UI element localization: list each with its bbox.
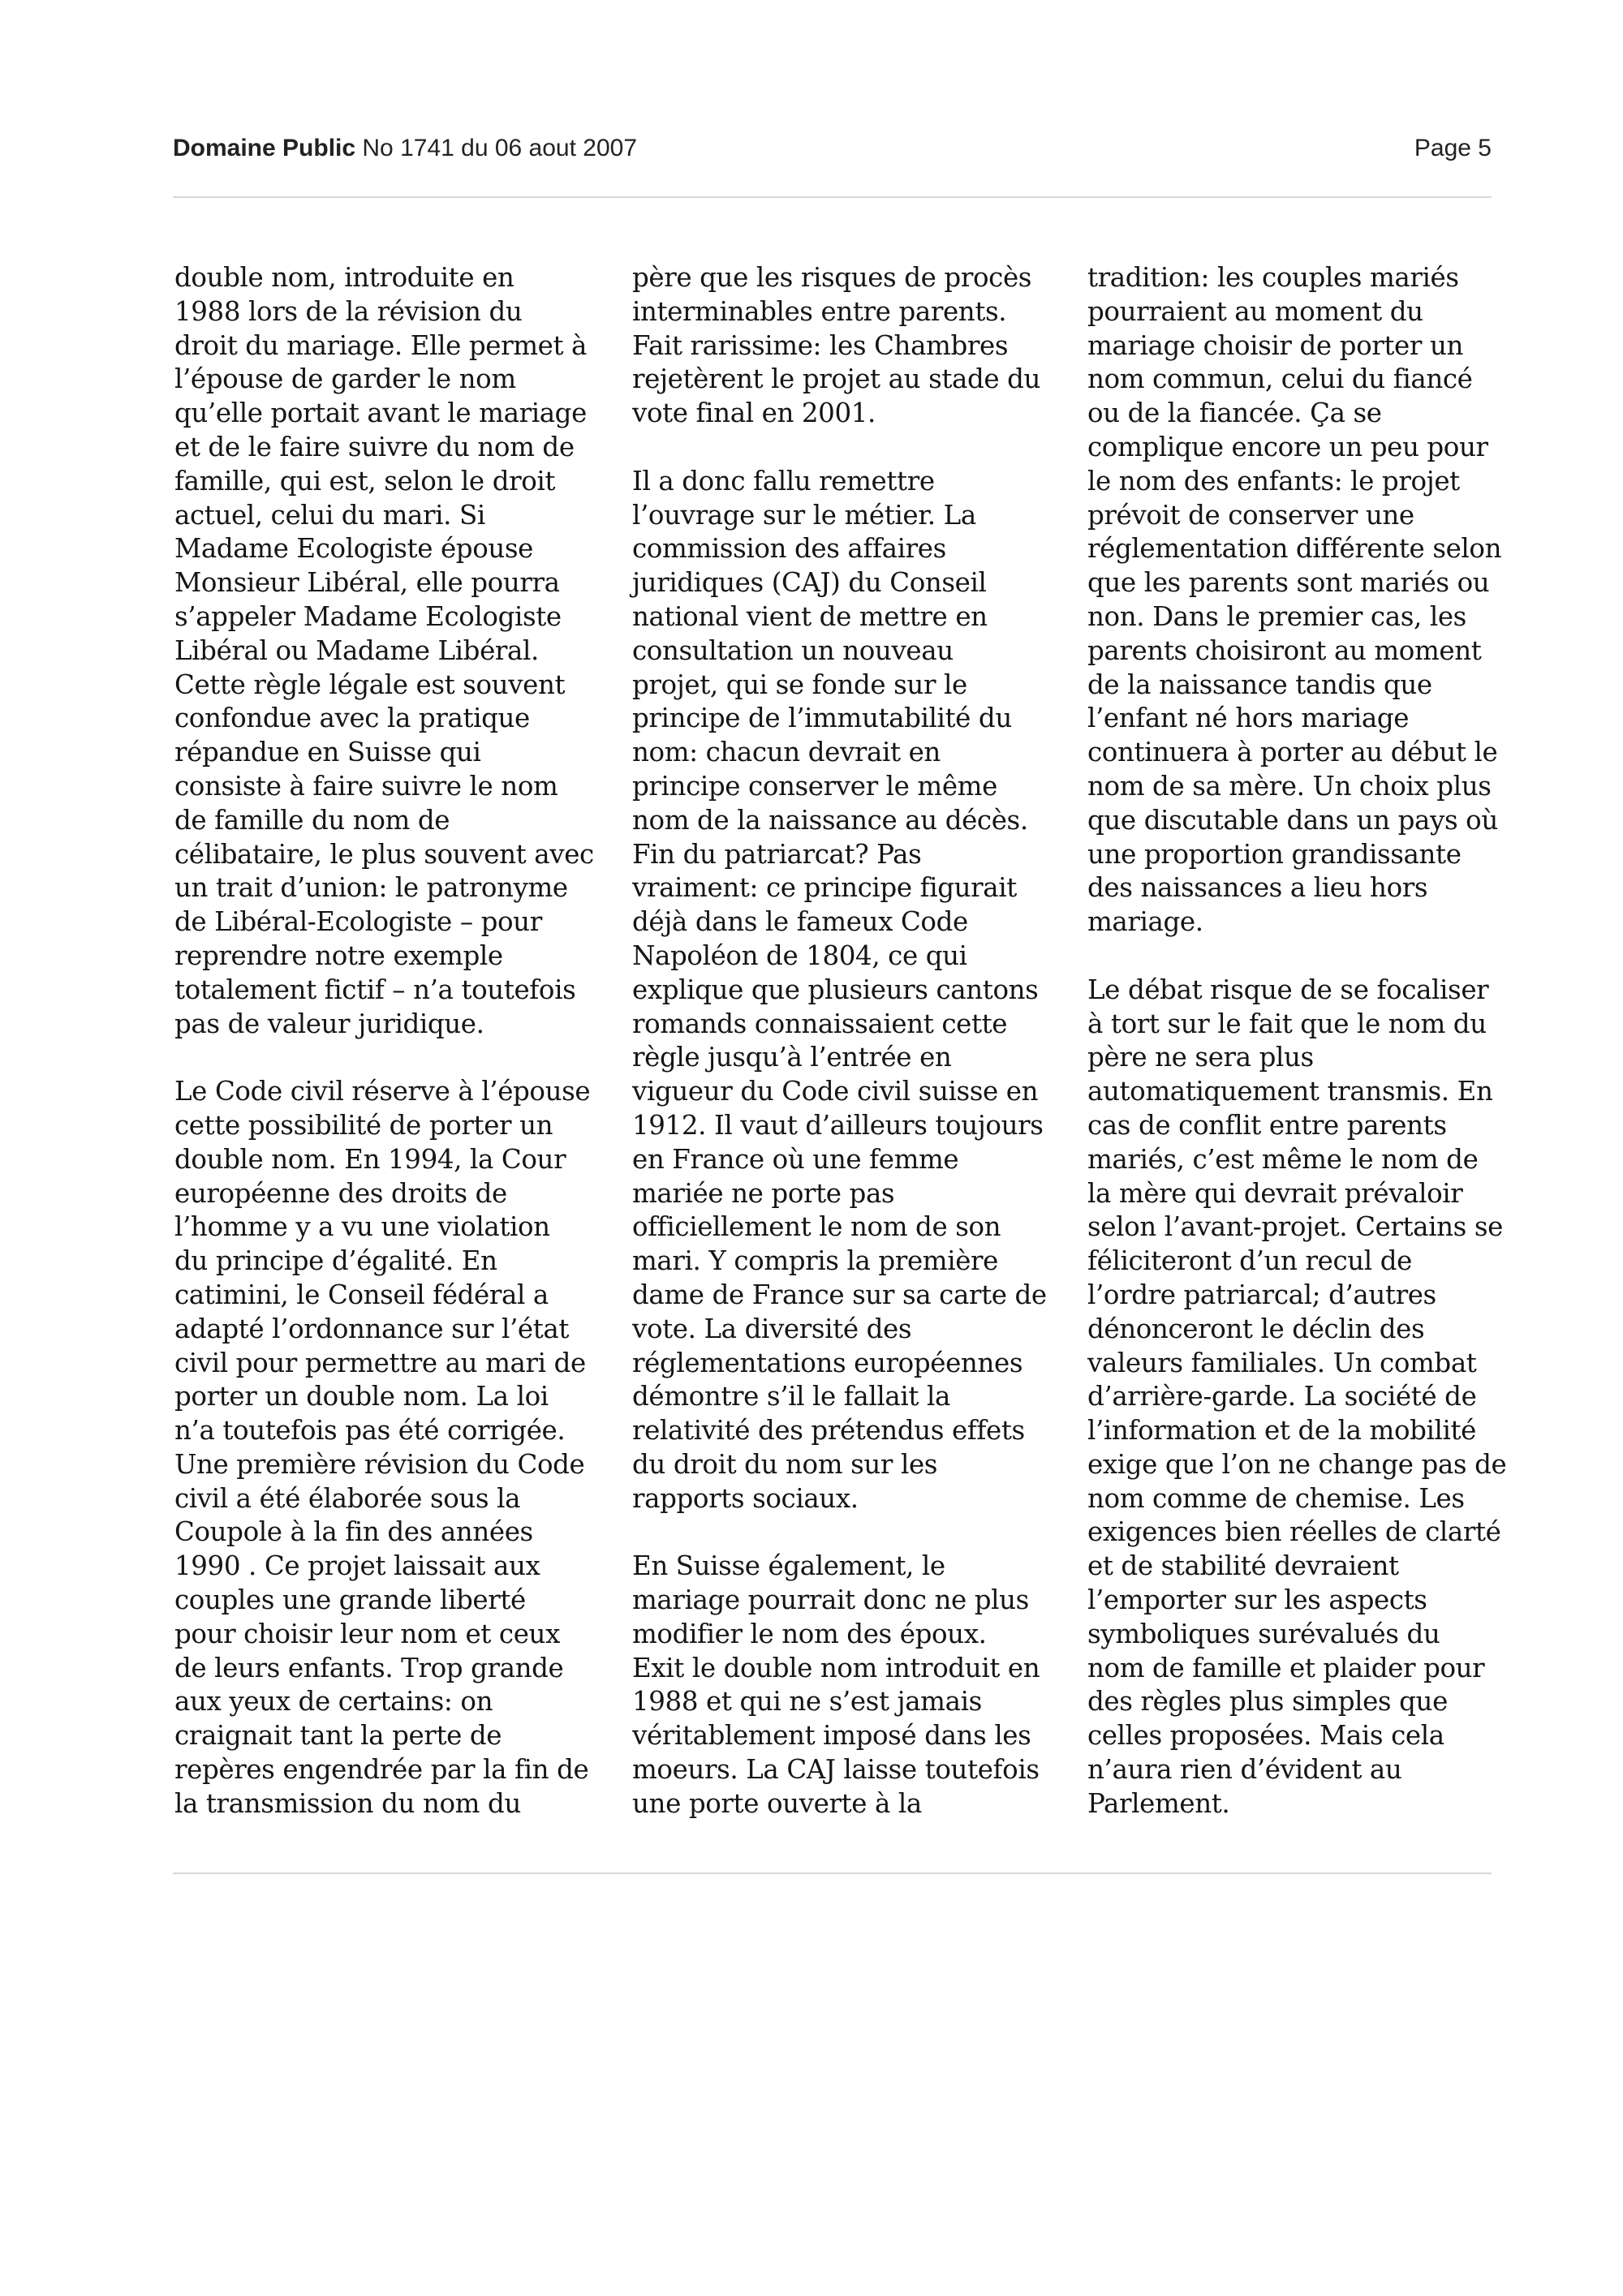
text-line: parents choisiront au moment — [1087, 634, 1482, 666]
text-line: couples une grande liberté — [174, 1584, 526, 1616]
text-line: interminables entre parents. — [632, 295, 1007, 327]
text-line: et de le faire suivre du nom de — [174, 431, 575, 462]
paragraph — [632, 1550, 1054, 1821]
text-line: à tort sur le fait que le nom du — [1087, 1008, 1487, 1039]
text-line: vote final en 2001. — [632, 398, 876, 429]
text-line: Exit le double nom introduit en — [632, 1652, 1040, 1683]
page-header — [173, 135, 1492, 170]
text-line: et de stabilité devraient — [1087, 1550, 1399, 1582]
text-line: droit du mariage. Elle permet à — [174, 329, 588, 361]
text-line: prévoit de conserver une — [1087, 499, 1414, 531]
text-line: 1988 lors de la révision du — [174, 295, 523, 327]
text-line: du principe d’égalité. En — [174, 1245, 497, 1277]
text-line: démontre s’il le fallait la — [632, 1381, 950, 1412]
text-line: mariés, c’est même le nom de — [1087, 1143, 1479, 1175]
paragraph-gap — [632, 1516, 1054, 1550]
text-line: Cette règle légale est souvent — [174, 669, 566, 700]
paragraph-gap — [632, 431, 1054, 465]
text-line: règle jusqu’à l’entrée en — [632, 1042, 952, 1073]
text-line: Coupole à la fin des années — [174, 1516, 533, 1548]
text-line: nom de sa mère. Un choix plus — [1087, 770, 1492, 802]
text-line: exigences bien réelles de clarté — [1087, 1516, 1501, 1548]
text-line: 1912. Il vaut d’ailleurs toujours — [632, 1109, 1044, 1141]
text-line: de leurs enfants. Trop grande — [174, 1652, 564, 1683]
text-line: moeurs. La CAJ laisse toutefois — [632, 1754, 1040, 1786]
text-line: l’emporter sur les aspects — [1087, 1584, 1427, 1616]
text-line: complique encore un peu pour — [1087, 431, 1488, 462]
text-line: 1988 et qui ne s’est jamais — [632, 1686, 982, 1718]
text-line: consultation un nouveau — [632, 634, 954, 666]
text-line: catimini, le Conseil fédéral a — [174, 1279, 549, 1310]
text-line: valeurs familiales. Un combat — [1087, 1347, 1477, 1378]
text-line: le nom des enfants: le projet — [1087, 465, 1460, 497]
text-line: l’enfant né hors mariage — [1087, 703, 1410, 734]
issue-info: No 1741 du 06 aout 2007 — [362, 135, 638, 161]
column-3 — [1087, 261, 1509, 1821]
text-line: mariage choisir de porter un — [1087, 329, 1464, 361]
text-line: Monsieur Libéral, elle pourra — [174, 567, 560, 599]
text-line: nom comme de chemise. Les — [1087, 1482, 1465, 1514]
text-line: porter un double nom. La loi — [174, 1381, 549, 1412]
text-line: civil pour permettre au mari de — [174, 1347, 586, 1378]
text-line: En Suisse également, le — [632, 1550, 945, 1582]
text-line: Le Code civil réserve à l’épouse — [174, 1076, 591, 1107]
text-line: pour choisir leur nom et ceux — [174, 1618, 560, 1649]
text-line: famille, qui est, selon le droit — [174, 465, 556, 497]
text-line: commission des affaires — [632, 533, 946, 565]
text-line: déjà dans le fameux Code — [632, 906, 968, 938]
text-line: pas de valeur juridique. — [174, 1008, 484, 1039]
text-line: principe de l’immutabilité du — [632, 703, 1012, 734]
text-line: modifier le nom des époux. — [632, 1618, 987, 1649]
text-line: pourraient au moment du — [1087, 295, 1423, 327]
text-line: actuel, celui du mari. Si — [174, 499, 485, 531]
text-line: officiellement le nom de son — [632, 1211, 1001, 1243]
text-line: répandue en Suisse qui — [174, 737, 481, 768]
text-line: Fin du patriarcat? Pas — [632, 838, 922, 870]
text-line: des règles plus simples que — [1087, 1686, 1448, 1718]
column-2 — [632, 261, 1054, 1821]
text-line: européenne des droits de — [174, 1177, 507, 1209]
paragraph — [174, 261, 596, 1041]
text-line: vraiment: ce principe figurait — [632, 872, 1017, 904]
text-line: une porte ouverte à la — [632, 1787, 922, 1819]
text-line: l’épouse de garder le nom — [174, 363, 516, 395]
text-line: juridiques (CAJ) du Conseil — [632, 567, 987, 599]
text-line: romands connaissaient cette — [632, 1008, 1008, 1039]
text-line: reprendre notre exemple — [174, 939, 503, 971]
text-line: d’arrière-garde. La société de — [1087, 1381, 1477, 1412]
text-line: Libéral ou Madame Libéral. — [174, 634, 539, 666]
text-line: vigueur du Code civil suisse en — [632, 1076, 1039, 1107]
text-line: véritablement imposé dans les — [632, 1720, 1031, 1752]
text-line: Madame Ecologiste épouse — [174, 533, 534, 565]
text-line: dénonceront le déclin des — [1087, 1313, 1425, 1344]
text-line: civil a été élaborée sous la — [174, 1482, 521, 1514]
text-line: automatiquement transmis. En — [1087, 1076, 1493, 1107]
text-line: national vient de mettre en — [632, 600, 988, 632]
text-line: Le débat risque de se focaliser — [1087, 974, 1489, 1005]
text-line: exige que l’on ne change pas de — [1087, 1448, 1507, 1480]
text-line: n’a toutefois pas été corrigée. — [174, 1415, 566, 1447]
text-line: symboliques surévalués du — [1087, 1618, 1440, 1649]
paragraph — [1087, 261, 1509, 939]
text-line: que discutable dans un pays où — [1087, 804, 1498, 836]
text-line: aux yeux de certains: on — [174, 1686, 493, 1718]
text-line: Fait rarissime: les Chambres — [632, 329, 1009, 361]
footer-divider — [173, 1872, 1492, 1874]
text-line: père que les risques de procès — [632, 262, 1032, 293]
text-line: père ne sera plus — [1087, 1042, 1314, 1073]
text-line: un trait d’union: le patronyme — [174, 872, 568, 904]
paragraph — [632, 465, 1054, 1516]
text-line: l’ouvrage sur le métier. La — [632, 499, 976, 531]
text-line: rapports sociaux. — [632, 1482, 859, 1514]
text-line: des naissances a lieu hors — [1087, 872, 1428, 904]
text-line: craignait tant la perte de — [174, 1720, 502, 1752]
text-line: nom: chacun devrait en — [632, 737, 941, 768]
text-line: Il a donc fallu remettre — [632, 465, 935, 497]
text-line: s’appeler Madame Ecologiste — [174, 600, 562, 632]
text-line: de famille du nom de — [174, 804, 450, 836]
text-line: continuera à porter au début le — [1087, 737, 1498, 768]
text-line: féliciteront d’un recul de — [1087, 1245, 1412, 1277]
text-line: qu’elle portait avant le mariage — [174, 398, 587, 429]
text-line: non. Dans le premier cas, les — [1087, 600, 1466, 632]
page-number: Page 5 — [1414, 135, 1492, 161]
text-line: nom de la naissance au décès. — [632, 804, 1028, 836]
text-line: n’aura rien d’évident au — [1087, 1754, 1402, 1786]
text-line: de Libéral-Ecologiste – pour — [174, 906, 542, 938]
text-line: mariée ne porte pas — [632, 1177, 895, 1209]
text-line: réglementation différente selon — [1087, 533, 1502, 565]
paragraph — [174, 1075, 596, 1821]
text-line: l’ordre patriarcal; d’autres — [1087, 1279, 1436, 1310]
text-line: mariage pourrait donc ne plus — [632, 1584, 1029, 1616]
text-line: cette possibilité de porter un — [174, 1109, 553, 1141]
text-line: rejetèrent le projet au stade du — [632, 363, 1041, 395]
text-line: une proportion grandissante — [1087, 838, 1462, 870]
text-line: la transmission du nom du — [174, 1787, 521, 1819]
text-line: explique que plusieurs cantons — [632, 974, 1039, 1005]
text-line: la mère qui devrait prévaloir — [1087, 1177, 1463, 1209]
text-line: principe conserver le même — [632, 770, 997, 802]
header-divider — [173, 196, 1492, 198]
text-line: mariage. — [1087, 906, 1203, 938]
publication-name: Domaine Public — [173, 135, 356, 161]
text-line: que les parents sont mariés ou — [1087, 567, 1490, 599]
text-line: l’information et de la mobilité — [1087, 1415, 1477, 1447]
text-line: en France où une femme — [632, 1143, 959, 1175]
text-line: totalement fictif – n’a toutefois — [174, 974, 576, 1005]
text-line: ou de la fiancée. Ça se — [1087, 398, 1382, 429]
paragraph — [632, 261, 1054, 431]
text-line: double nom. En 1994, la Cour — [174, 1143, 566, 1175]
text-line: double nom, introduite en — [174, 262, 514, 293]
paragraph-gap — [1087, 939, 1509, 974]
text-line: Parlement. — [1087, 1787, 1230, 1819]
paragraph-gap — [174, 1041, 596, 1075]
text-line: Une première révision du Code — [174, 1448, 585, 1480]
text-line: 1990 . Ce projet laissait aux — [174, 1550, 540, 1582]
text-line: du droit du nom sur les — [632, 1448, 938, 1480]
text-line: vote. La diversité des — [632, 1313, 912, 1344]
text-line: dame de France sur sa carte de — [632, 1279, 1047, 1310]
text-line: relativité des prétendus effets — [632, 1415, 1025, 1447]
text-line: repères engendrée par la fin de — [174, 1754, 589, 1786]
text-line: l’homme y a vu une violation — [174, 1211, 550, 1243]
text-line: Napoléon de 1804, ce qui — [632, 939, 967, 971]
text-line: de la naissance tandis que — [1087, 669, 1432, 700]
text-line: nom de famille et plaider pour — [1087, 1652, 1485, 1683]
column-1 — [174, 261, 596, 1821]
text-line: confondue avec la pratique — [174, 703, 530, 734]
text-line: consiste à faire suivre le nom — [174, 770, 558, 802]
paragraph — [1087, 974, 1509, 1821]
text-line: mari. Y compris la première — [632, 1245, 998, 1277]
text-line: cas de conflit entre parents — [1087, 1109, 1447, 1141]
text-line: réglementations européennes — [632, 1347, 1023, 1378]
text-line: célibataire, le plus souvent avec — [174, 838, 594, 870]
text-line: nom commun, celui du fiancé — [1087, 363, 1473, 395]
text-line: celles proposées. Mais cela — [1087, 1720, 1444, 1752]
text-line: adapté l’ordonnance sur l’état — [174, 1313, 570, 1344]
text-line: projet, qui se fonde sur le — [632, 669, 967, 700]
text-line: selon l’avant-projet. Certains se — [1087, 1211, 1504, 1243]
text-line: tradition: les couples mariés — [1087, 262, 1459, 293]
